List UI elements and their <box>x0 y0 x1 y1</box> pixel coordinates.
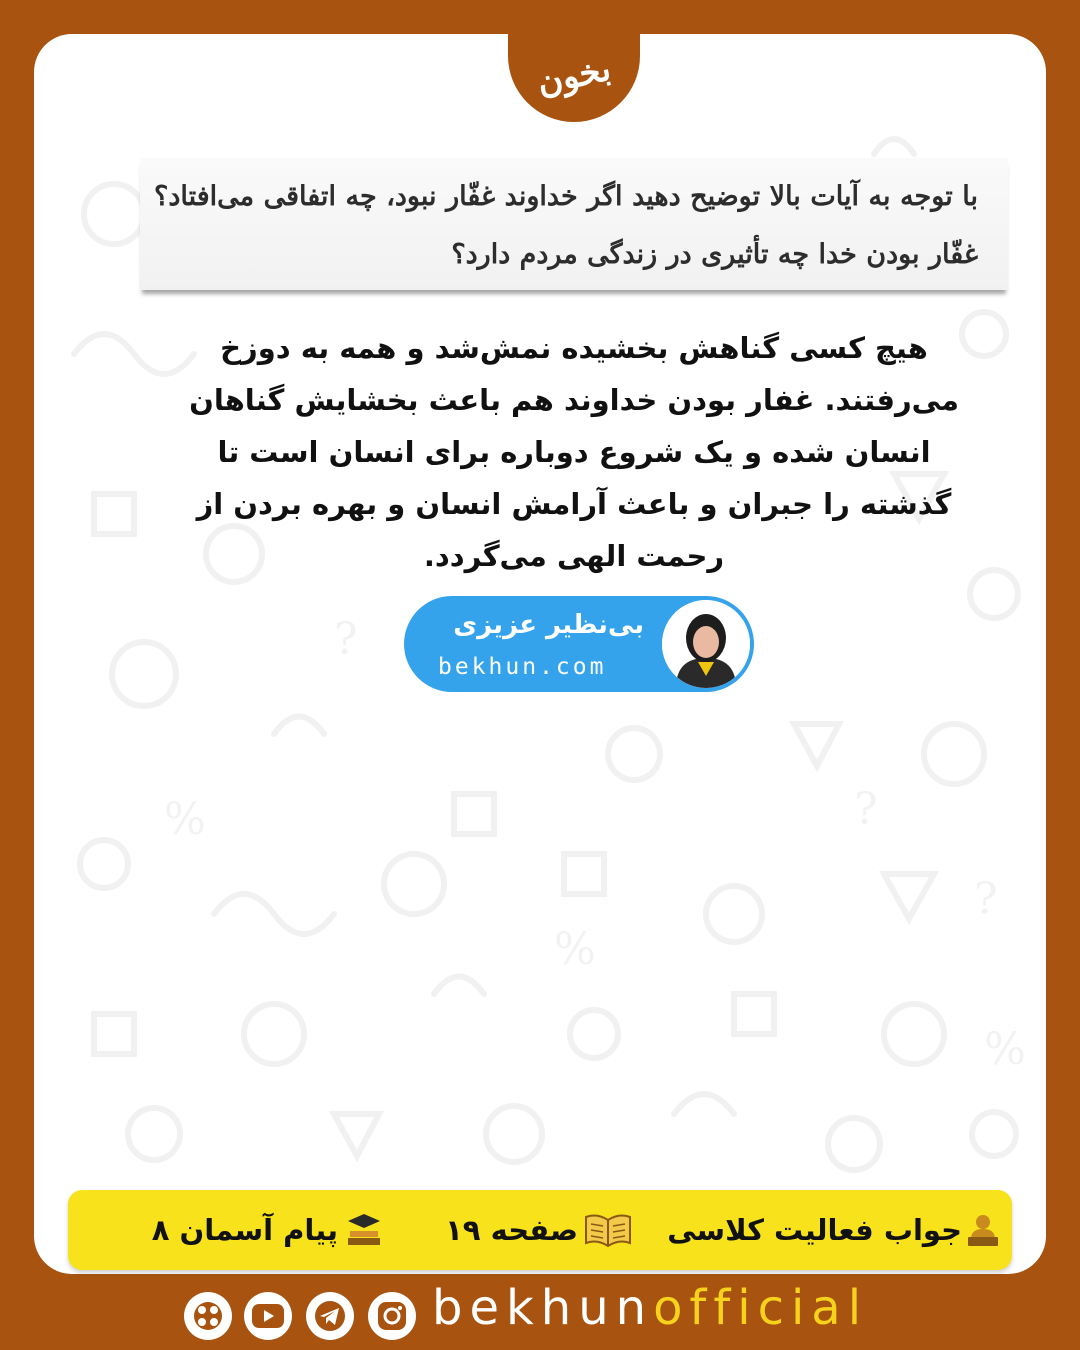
question-text: با توجه به آیات بالا توضیح دهید اگر خداوند غفّار نبود، چه اتفاقی می‌افتاد؟ غفّار بودن خدا چه تأثیری در زندگی مردم دارد؟ <box>154 181 978 270</box>
brand-logo: بخون <box>533 48 615 104</box>
aparat-icon[interactable] <box>184 1292 232 1340</box>
graduation-books-icon <box>344 1213 384 1247</box>
answer-text: هیچ کسی گناهش بخشیده نمش‌شد و همه به دوزخ می‌رفتند. غفار بودن خداوند هم باعث بخشایش گناهان انسان شده و یک شروع دوباره برای انسان است تا گذشته را جبران و باعث آرامش انسان و بهره بردن از رحمت الهی می‌گردد. <box>189 331 959 573</box>
page-text: صفحه ۱۹ <box>445 1213 578 1247</box>
svg-text:?: ? <box>334 614 358 665</box>
social-handle[interactable] <box>432 1280 868 1336</box>
handle-part-bekhun: bekhun <box>432 1280 654 1336</box>
info-bar <box>68 1190 1012 1270</box>
telegram-icon[interactable] <box>306 1292 354 1340</box>
footer-social-bar <box>0 1274 1080 1350</box>
author-site[interactable]: bekhun.com <box>438 654 607 680</box>
book-label <box>152 1206 384 1254</box>
activity-label <box>667 1206 998 1254</box>
handle-part-official: official <box>653 1280 869 1336</box>
page-label <box>445 1206 632 1254</box>
svg-text:?: ? <box>854 784 878 835</box>
youtube-icon[interactable] <box>244 1292 292 1340</box>
svg-text:%: % <box>984 1024 1026 1075</box>
content-card <box>34 34 1046 1274</box>
instagram-icon[interactable] <box>368 1292 416 1340</box>
author-name: بی‌نظیر عزیزی <box>453 610 644 640</box>
svg-text:?: ? <box>974 874 998 925</box>
book-text: پیام آسمان ۸ <box>151 1213 338 1247</box>
author-avatar <box>662 600 750 688</box>
teacher-icon <box>968 1213 998 1247</box>
activity-text: جواب فعالیت کلاسی <box>667 1213 962 1247</box>
question-box <box>140 158 1008 290</box>
author-badge <box>404 596 754 692</box>
open-book-icon <box>584 1213 632 1247</box>
svg-text:%: % <box>554 924 596 975</box>
svg-text:%: % <box>164 794 206 845</box>
